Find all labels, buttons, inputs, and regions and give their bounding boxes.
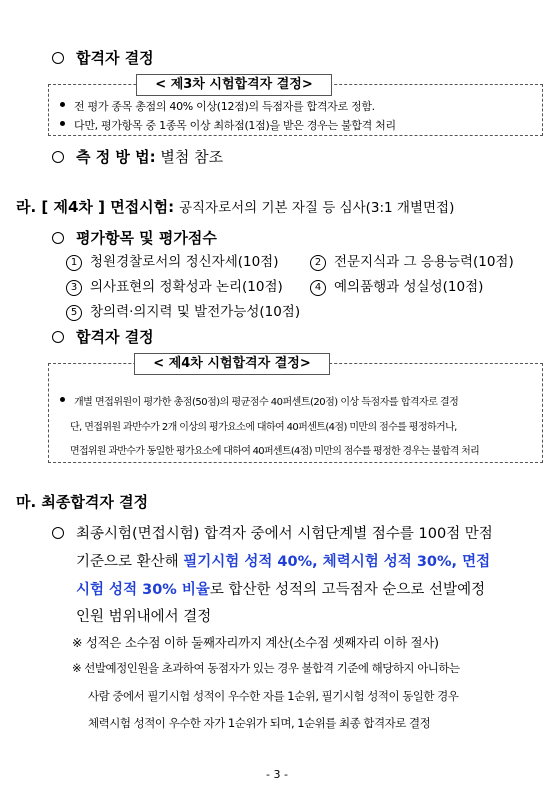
stage3-rule-1: 전 평가 종목 총점의 40% 이상(12점)의 득점자를 합격자로 정함.: [58, 98, 375, 114]
bullet-dot-icon: [60, 102, 65, 107]
page-number: - 3 -: [266, 768, 288, 781]
eval-item-4: 4 예의품행과 성실성(10점): [310, 275, 483, 296]
stage3-box-title: < 제3차 시험합격자 결정>: [136, 74, 332, 96]
final-note-2b: 사람 중에서 필기시험 성적이 우수한 자를 1순위, 필기시험 성적이 동일한 경우: [88, 689, 459, 703]
circle-bullet-icon: [52, 331, 64, 343]
circle-bullet-icon: [52, 527, 64, 539]
final-para-line3: 시험 성적 30% 비율로 합산한 성적의 고득점자 순으로 선발예정: [76, 582, 486, 598]
stage4-rule-1: 개별 면접위원이 평가한 총점(50점)의 평균점수 40퍼센트(20점) 이상 득점자를 합격자로 결정: [58, 393, 458, 408]
stage4-rule-3: 면접위원 과반수가 동일한 평가요소에 대하여 40퍼센트(4점) 미만의 점수를 평정한 경우는 불합격 처리: [70, 446, 480, 457]
final-note-2a: ※ 선발예정인원을 초과하여 동점자가 있는 경우 불합격 기준에 해당하지 아니하는: [72, 661, 460, 675]
measure-method: 측 정 방 법: 별첨 참조: [52, 146, 223, 167]
final-note-2c: 체력시험 성적이 우수한 자가 1순위가 되며, 1순위를 최종 합격자로 결정: [88, 716, 431, 730]
stage4-rule-2: 단, 면접위원 과반수가 2개 이상의 평가요소에 대하여 40퍼센트(4점) 미만의 점수를 평정하거나,: [70, 422, 457, 433]
eval-item-5: 5 창의력·의지력 및 발전가능성(10점): [66, 300, 300, 321]
bullet-dot-icon: [60, 397, 65, 402]
circle-bullet-icon: [52, 151, 64, 163]
bullet-dot-icon: [60, 121, 65, 126]
stage4-box-title: < 제4차 시험합격자 결정>: [134, 353, 330, 375]
sec4-result-heading: 합격자 결정: [52, 326, 154, 347]
eval-heading: 평가항목 및 평가점수: [52, 227, 217, 248]
circle-bullet-icon: [52, 232, 64, 244]
section-ra-heading: 라. [ 제4차 ] 면접시험: 공직자로서의 기본 자질 등 심사(3:1 개별면접): [16, 198, 455, 216]
section-ma-heading: 마. 최종합격자 결정: [16, 493, 149, 511]
final-note-1: ※ 성적은 소수점 이하 둘째자리까지 계산(소수점 셋째자리 이하 절사): [72, 635, 439, 650]
final-para-line4: 인원 범위내에서 결정: [76, 609, 212, 625]
circle-bullet-icon: [52, 52, 64, 64]
eval-item-1: 1 청원경찰로서의 정신자세(10점): [66, 250, 279, 271]
stage3-rule-2: 다만, 평가항목 중 1종목 이상 최하점(1점)을 받은 경우는 불합격 처리: [58, 117, 396, 133]
final-para-line2: 기준으로 환산해 필기시험 성적 40%, 체력시험 성적 30%, 면접: [76, 554, 491, 570]
eval-item-2: 2 전문지식과 그 응용능력(10점): [310, 250, 514, 271]
final-para-line1: 최종시험(면접시험) 합격자 중에서 시험단계별 점수를 100점 만점: [52, 522, 493, 543]
sec3-result-heading: 합격자 결정: [52, 47, 154, 68]
eval-item-3: 3 의사표현의 정확성과 논리(10점): [66, 275, 283, 296]
